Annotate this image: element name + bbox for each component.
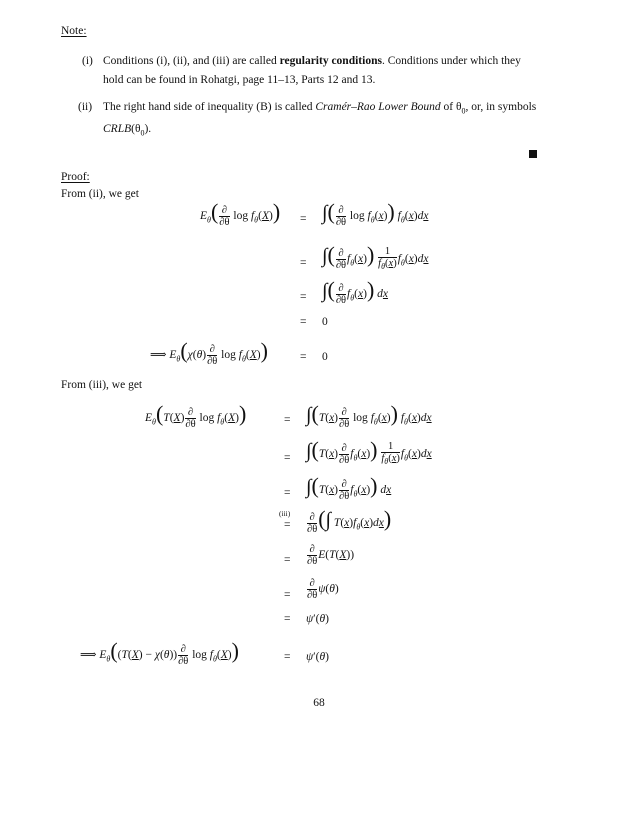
equation-lhs: $E_\theta(T(X)$ $\frac{\partial}{\partial\theta}$ $\log f_\theta(X)$)	[145, 401, 247, 430]
equation-relation: =	[284, 487, 291, 499]
equation-rhs: $\frac{\partial}{\partial\theta}$ ψ(θ)	[307, 578, 339, 601]
note-item-number: (ii)	[78, 101, 93, 113]
equation-lhs: ⟹ $E_\theta((T(X) - \chi(\theta))$ $\frac{\partial}{\partial\theta}$ $\log f_\theta(X)$)	[80, 638, 239, 667]
equation-rhs: ∫(T(x) $\frac{\partial}{\partial\theta}$ $\log f_\theta(x)$) $f_\theta(x)dx$	[306, 401, 432, 430]
equation-rhs: ∫( $\frac{\partial}{\partial\theta}$ $f_\theta(x)$) $\frac{1}{f_\theta(x)}$ $f_\theta(x)dx$	[322, 242, 429, 272]
equation-lhs: $E_\theta$( $\frac{\partial}{\partial\theta}$ $\log f_\theta(X)$)	[200, 199, 281, 228]
equation-rhs: ∫( $\frac{\partial}{\partial\theta}$ $f_\theta(x)$) dx	[322, 277, 389, 306]
equation-rhs: ψ′(θ)	[306, 613, 330, 625]
equation-relation: =	[284, 414, 291, 426]
equation-rhs: ∫( $\frac{\partial}{\partial\theta}$ $\log f_\theta(x)$) $f_\theta(x)dx$	[322, 199, 429, 228]
equation-relation: =	[284, 519, 291, 531]
equation-lhs: ⟹ $E_\theta(\chi(\theta)$ $\frac{\partial}{\partial\theta}$ $\log f_\theta(X)$)	[150, 338, 268, 367]
equation-relation: =	[300, 316, 307, 328]
note-item-text: Conditions (i), (ii), and (iii) are called regularity conditions. Conditions under which they hold can be found in Rohatgi, page 11–13, Parts 12 and 13.	[103, 55, 521, 86]
equation-rhs: ∫(T(x) $\frac{\partial}{\partial\theta}$ $f_\theta(x)$) dx	[306, 473, 392, 502]
equation-relation: =	[300, 257, 307, 269]
page-number: 68	[313, 697, 325, 709]
equation-relation: =	[284, 452, 291, 464]
equation-relation-label: (iii)	[279, 509, 291, 518]
equation-relation: =	[300, 291, 307, 303]
proof-heading: Proof:	[61, 171, 90, 183]
equation-relation: =	[284, 613, 291, 625]
equation-relation: =	[300, 213, 307, 225]
note-heading: Note:	[61, 25, 87, 37]
equation-rhs: $\frac{\partial}{\partial\theta}$ E(T(X))	[307, 544, 355, 567]
equation-rhs: $\frac{\partial}{\partial\theta}$ (∫ $T(x)f_\theta(x)dx$)	[307, 506, 392, 535]
note-item-number: (i)	[82, 55, 93, 67]
bold-term: regularity conditions	[279, 55, 382, 67]
italic-term: Cramér–Rao Lower Bound	[315, 101, 441, 113]
equation-rhs: 0	[322, 351, 328, 363]
equation-relation: =	[300, 351, 307, 363]
equation-relation: =	[284, 651, 291, 663]
equation-rhs: ∫(T(x) $\frac{\partial}{\partial\theta}$ $f_\theta(x)$) $\frac{1}{f_\theta(x)}$ $f_\theta(x)dx$	[306, 437, 432, 467]
qed-square-icon	[529, 150, 537, 158]
equation-rhs: ψ′(θ)	[306, 651, 330, 663]
from-ii-text: From (ii), we get	[61, 188, 139, 200]
equation-rhs: 0	[322, 316, 328, 328]
note-item-text: The right hand side of inequality (B) is called Cramér–Rao Lower Bound of $\theta_0$, or, in symbols $CRLB(\theta_0)$.	[103, 101, 537, 138]
equation-relation: =	[284, 589, 291, 601]
equation-relation: =	[284, 554, 291, 566]
from-iii-text: From (iii), we get	[61, 379, 143, 391]
